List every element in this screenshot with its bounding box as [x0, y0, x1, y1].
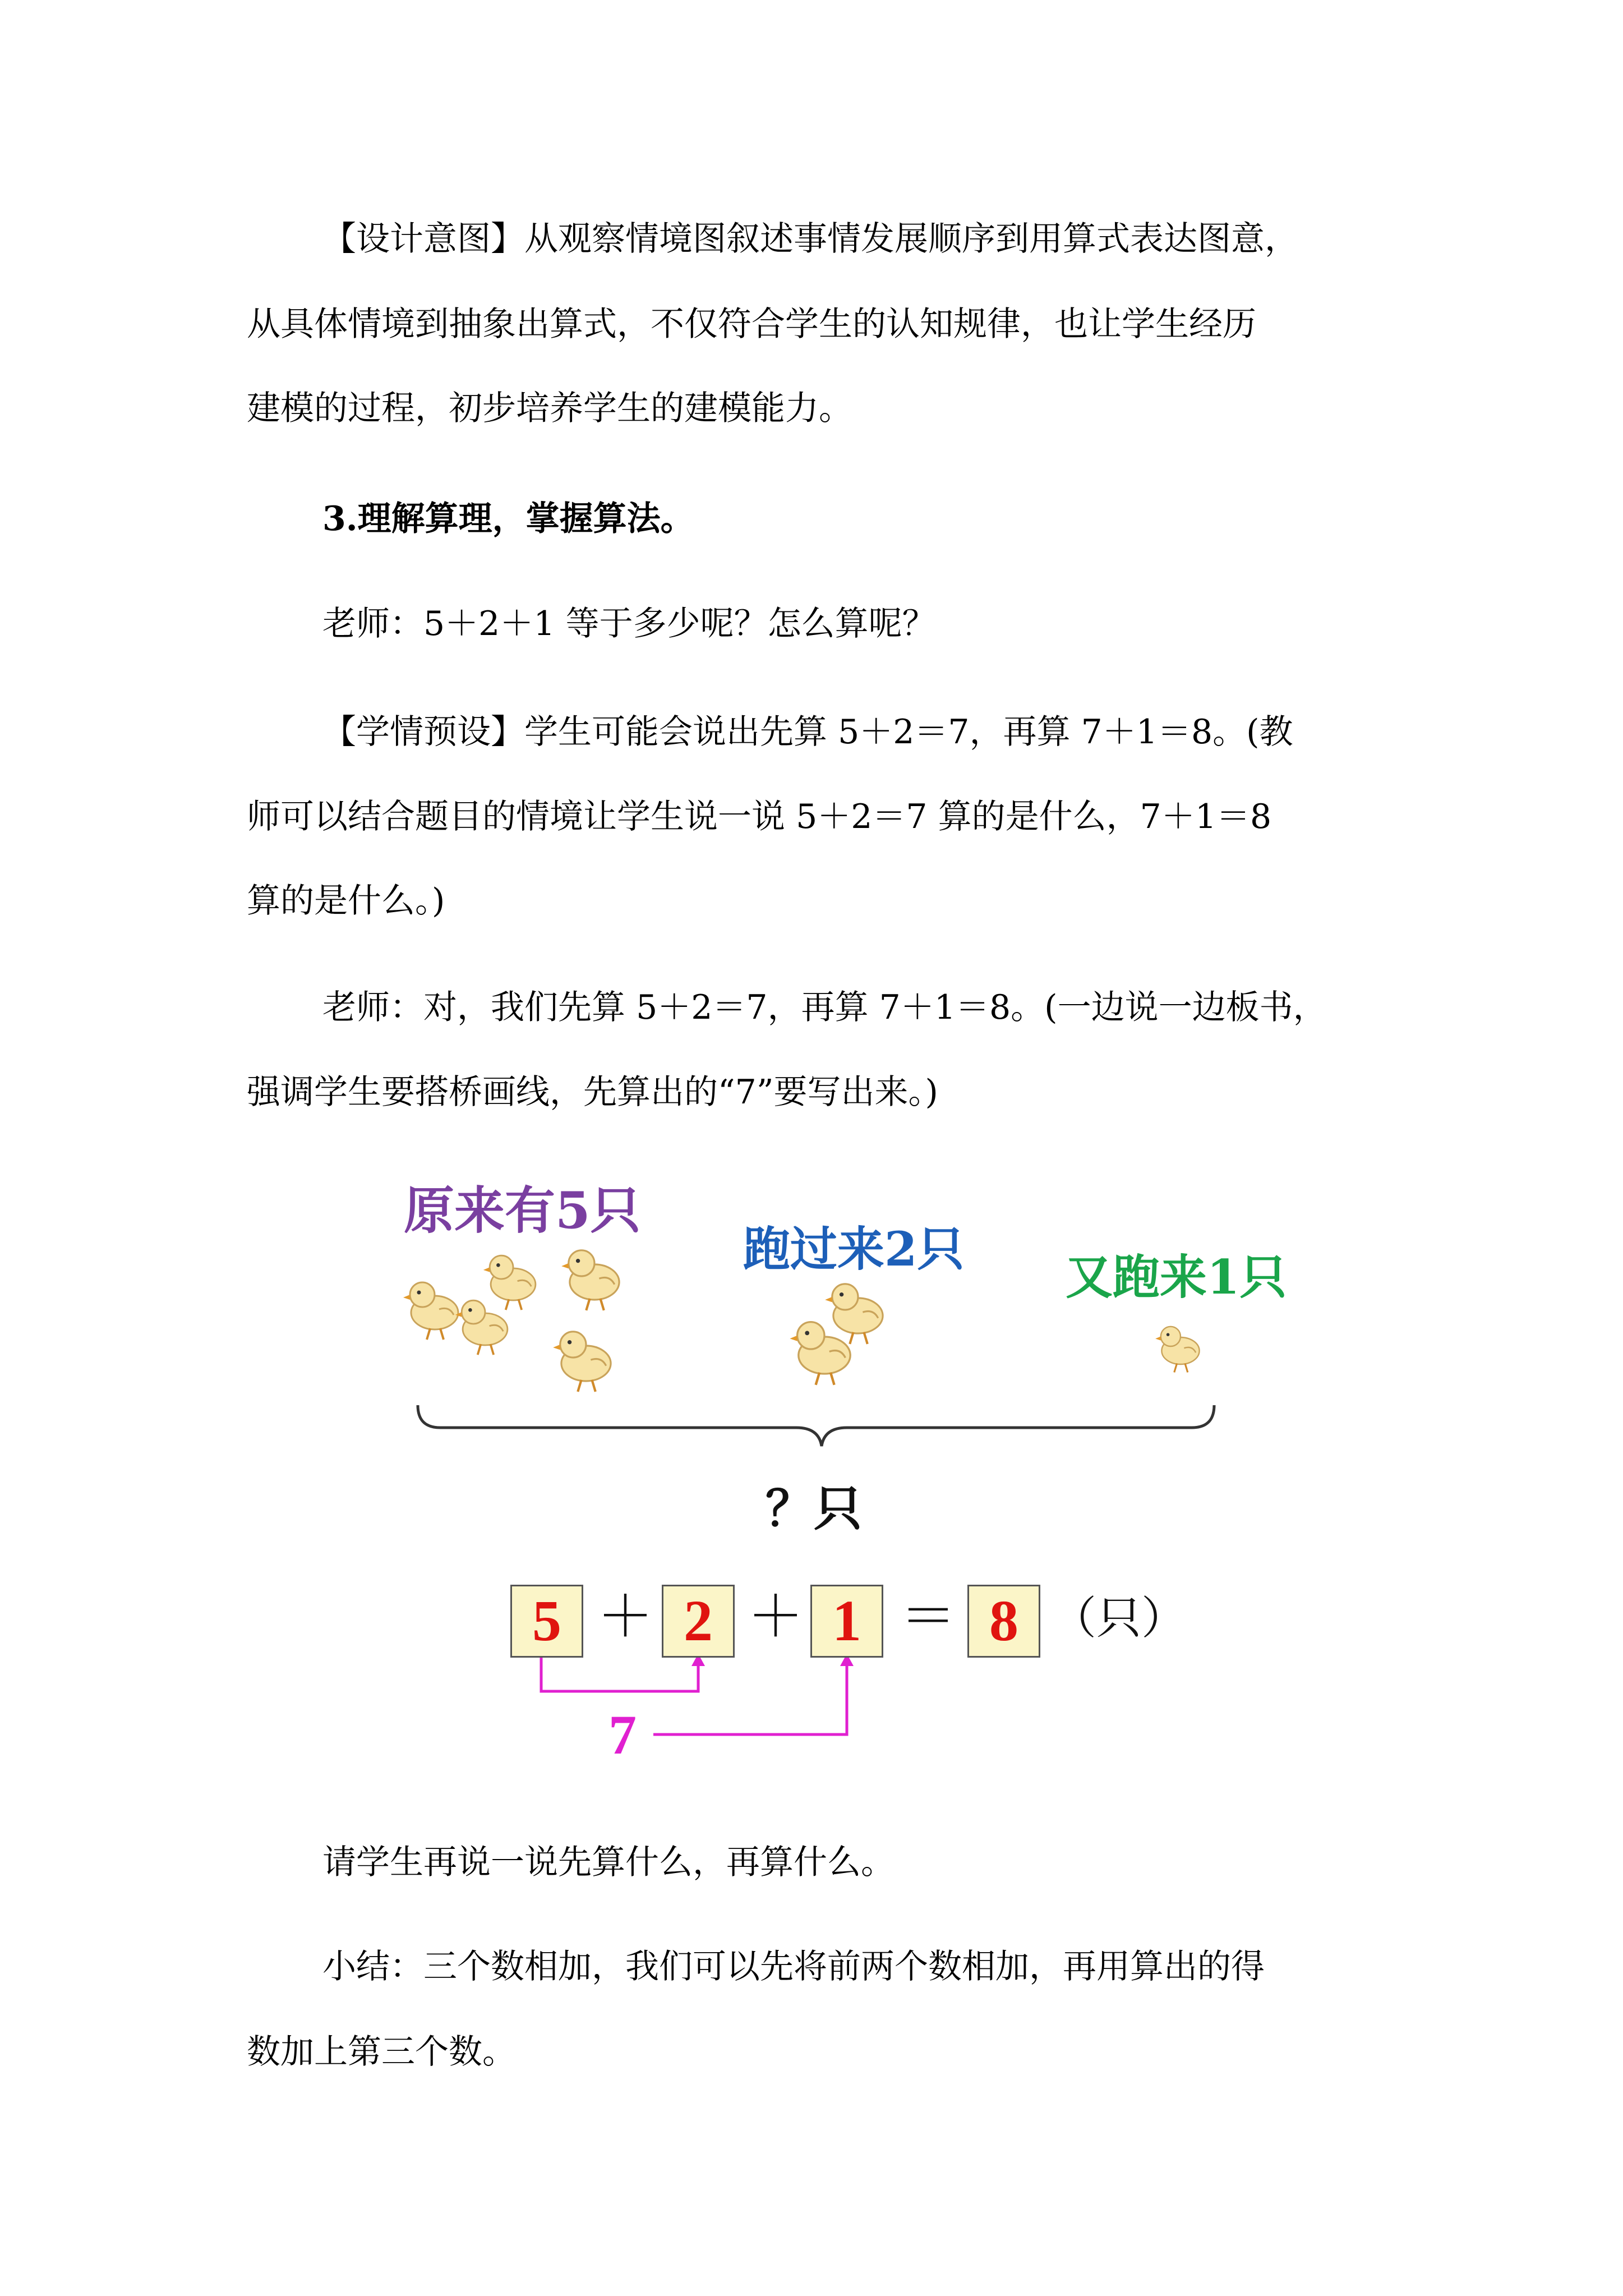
- five-chicks-group: [403, 1250, 619, 1392]
- section-heading: 3.理解算理，掌握算法。: [322, 499, 694, 539]
- number-box-2: 2: [662, 1585, 735, 1658]
- unit-label: （只）: [1052, 1592, 1186, 1644]
- number-box-1: 1: [810, 1585, 883, 1658]
- bridge-lines: [541, 1658, 847, 1734]
- student-preset-line-1: 【学情预设】学生可能会说出先算 5＋2＝7，再算 7＋1＝8。(教: [322, 712, 1293, 752]
- design-intent-line-1: 【设计意图】从观察情境图叙述事情发展顺序到用算式表达图意，: [322, 219, 1298, 259]
- equals-sign: ＝: [900, 1586, 956, 1648]
- number-box-5: 5: [510, 1585, 583, 1658]
- summary-line-1: 小结：三个数相加，我们可以先将前两个数相加，再用算出的得: [322, 1947, 1265, 1986]
- label-chicks-came: 跑过来2只: [743, 1221, 965, 1277]
- teacher-explanation-line-2: 强调学生要搭桥画线，先算出的“7”要写出来。): [247, 1073, 938, 1112]
- teacher-explanation-line-1: 老师：对，我们先算 5＋2＝7，再算 7＋1＝8。(一边说一边板书，: [322, 988, 1327, 1027]
- one-chick-group: [1155, 1327, 1199, 1373]
- label-chick-came-again: 又跑来1只: [1066, 1249, 1287, 1305]
- design-intent-line-3: 建模的过程，初步培养学生的建模能力。: [247, 389, 852, 428]
- plus-sign-2: ＋: [748, 1586, 804, 1648]
- student-preset-line-2: 师可以结合题目的情境让学生说一说 5＋2＝7 算的是什么，7＋1＝8: [247, 797, 1272, 836]
- student-preset-line-3: 算的是什么。): [247, 881, 445, 921]
- intermediate-sum-7: 7: [608, 1704, 637, 1766]
- result-box-8: 8: [967, 1585, 1040, 1658]
- plus-sign-1: ＋: [597, 1586, 653, 1648]
- summary-line-2: 数加上第三个数。: [247, 2032, 516, 2072]
- teacher-question: 老师：5＋2＋1 等于多少呢？怎么算呢？: [322, 604, 936, 643]
- two-chicks-group: [790, 1284, 883, 1385]
- design-intent-line-2: 从具体情境到抽象出算式，不仅符合学生的认知规律，也让学生经历: [247, 305, 1256, 344]
- label-original-chicks: 原来有5只: [404, 1181, 641, 1240]
- grouping-brace: [418, 1405, 1214, 1446]
- question-total-label: ？只: [766, 1480, 862, 1537]
- student-retell-instruction: 请学生再说一说先算什么，再算什么。: [322, 1843, 895, 1882]
